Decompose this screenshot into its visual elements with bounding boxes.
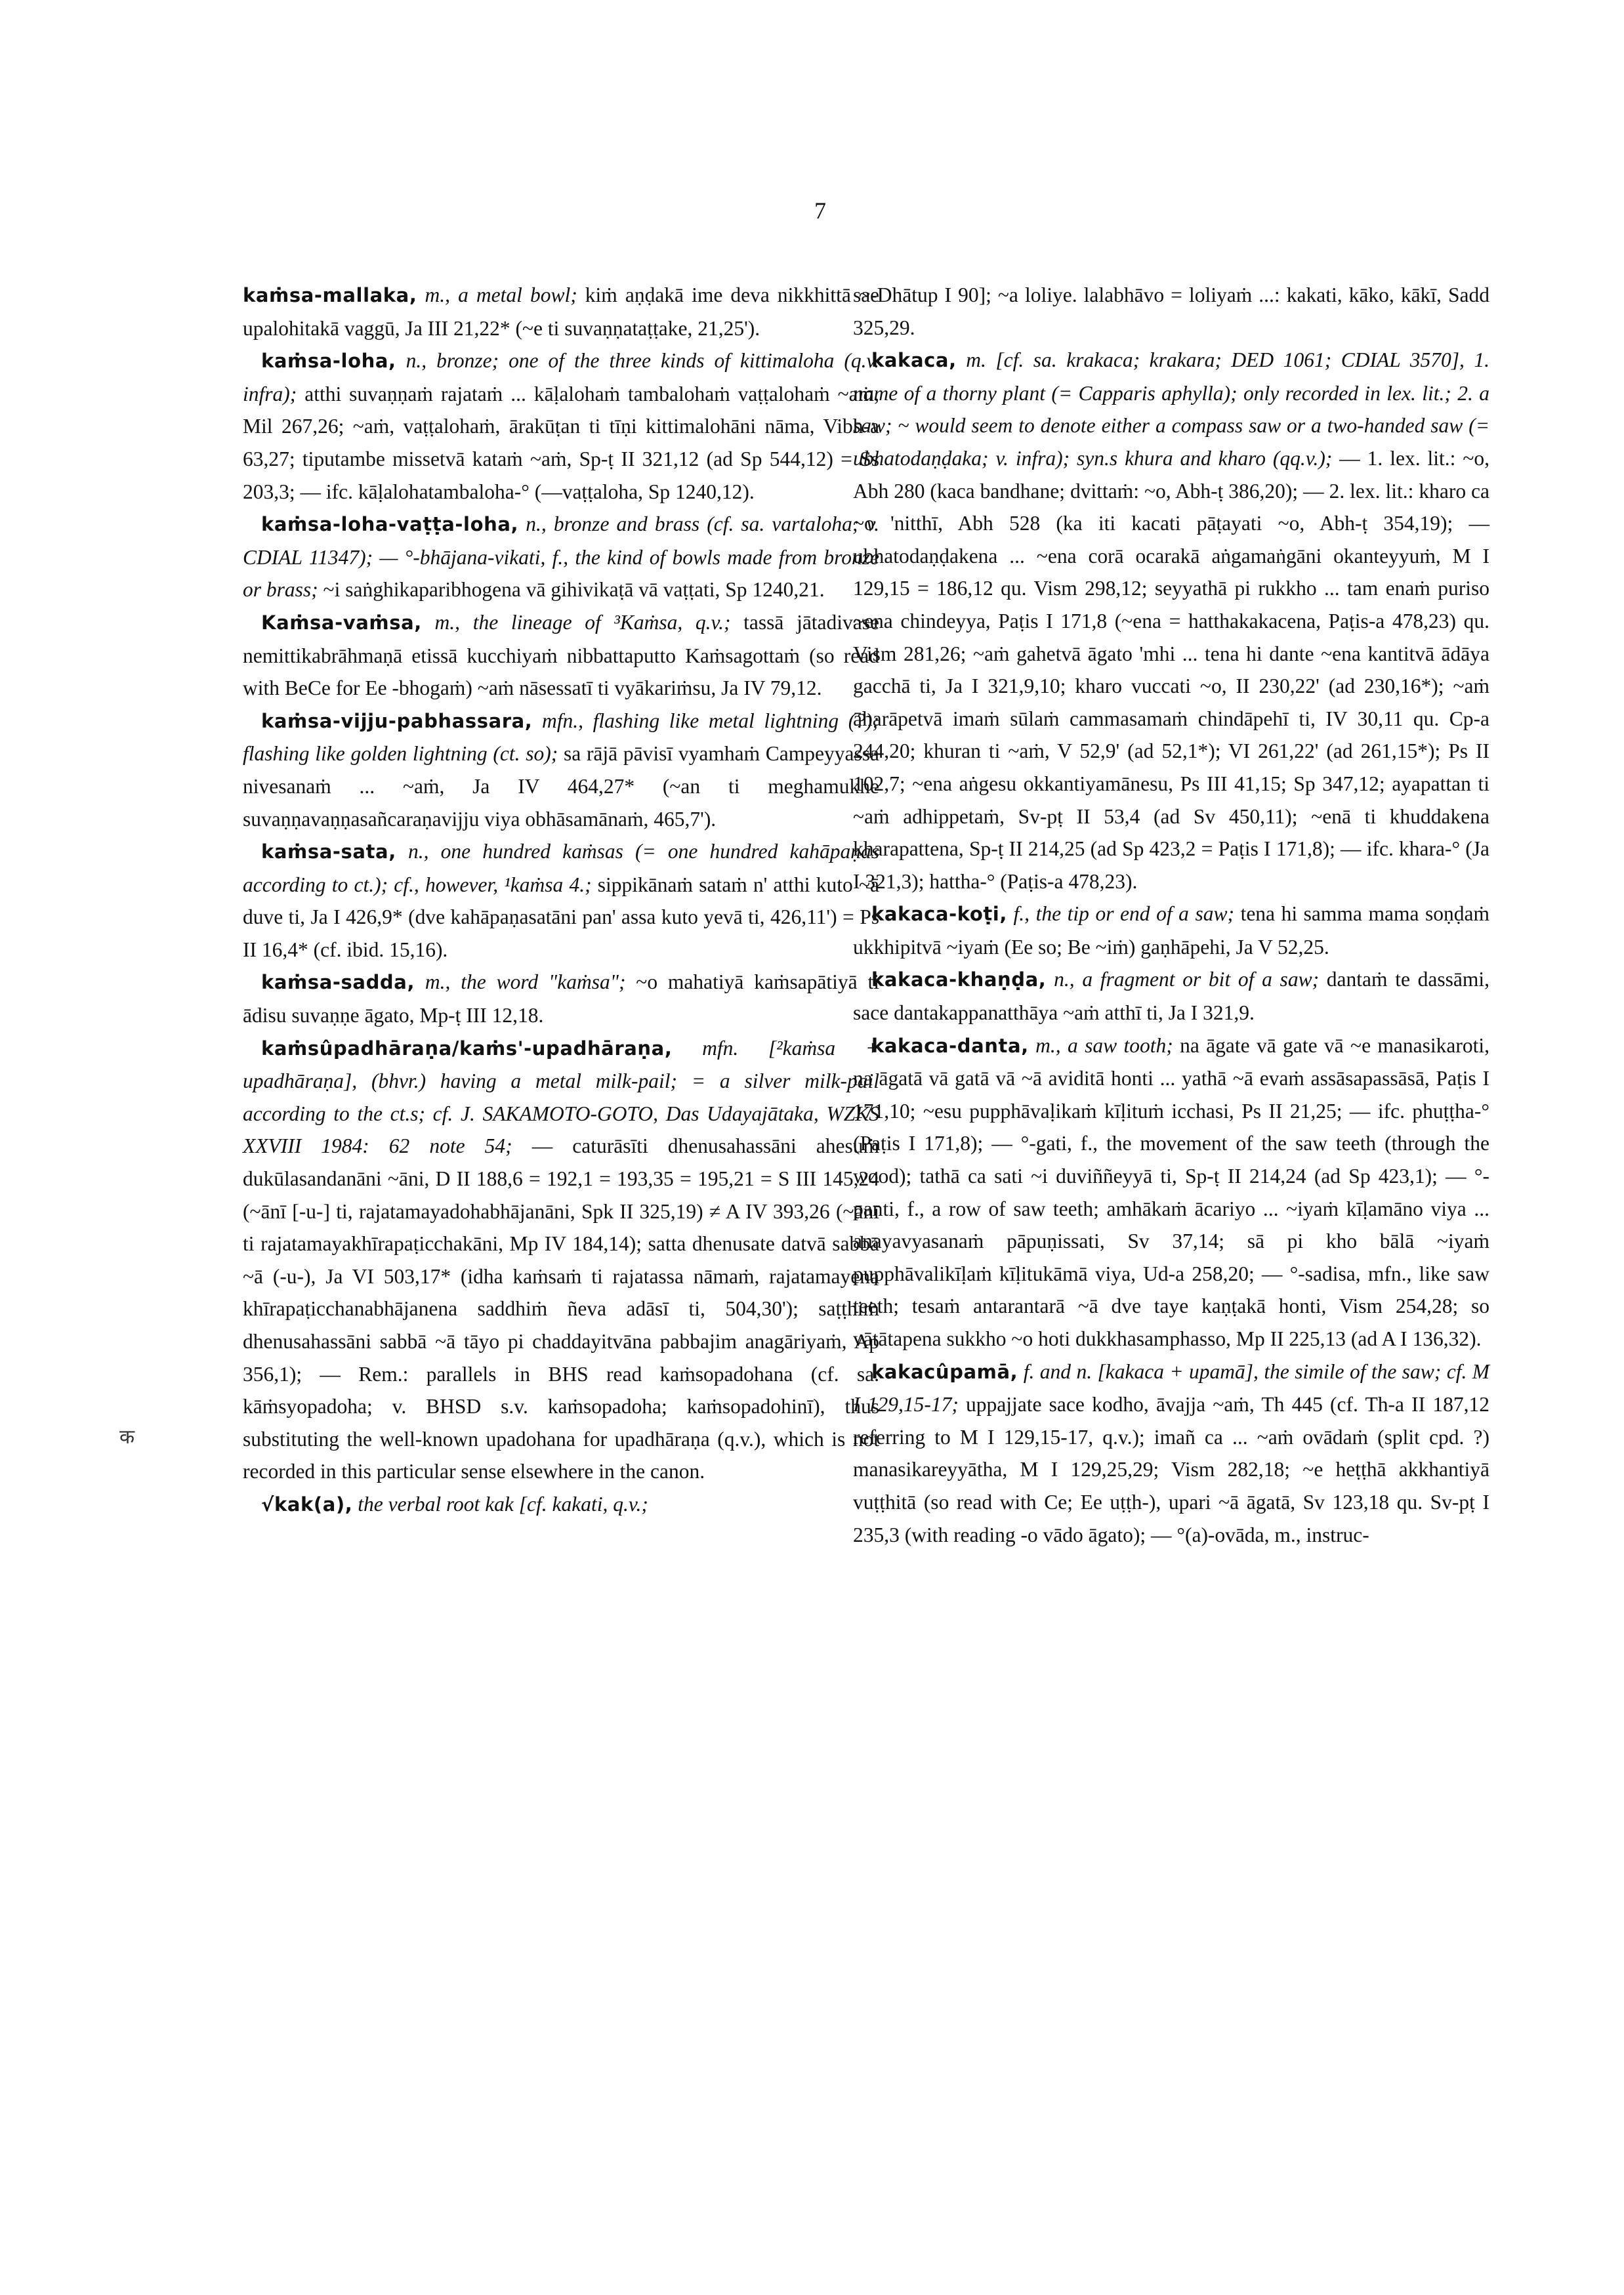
entry-body: sippikānaṁ sataṁ n' atthi kuto ~ā duve ti, Ja I 426,9* (dve kahāpaṇasatāni pan' assa kuto yevā ti, 426,11') = Ps II 16,4* (cf. ibid. 15,16). bbox=[243, 873, 879, 961]
entry-gloss: m., a saw tooth; bbox=[1028, 1033, 1173, 1057]
entry-headword: Kaṁsa-vaṁsa, bbox=[261, 611, 422, 634]
entry-body: tassā jātadivase nemittikabrāhmaṇā etissā kucchiyaṁ nibbattaputto Kaṁsagottaṁ (so read with BeCe for Ee -bhogaṁ) ~aṁ nāsessatī ti vyākariṁsu, Ja IV 79,12. bbox=[243, 610, 880, 700]
dictionary-entry bbox=[243, 1488, 879, 1521]
dictionary-entry bbox=[243, 835, 879, 966]
entry-headword: √kak(a), bbox=[261, 1493, 353, 1516]
dictionary-entry bbox=[853, 1355, 1489, 1552]
entry-gloss: the verbal root kak [cf. kakati, q.v.; bbox=[352, 1492, 648, 1516]
entry-gloss: m., the word "kaṁsa"; bbox=[415, 970, 626, 994]
entry-gloss: m., a metal bowl; bbox=[417, 283, 577, 306]
entry-headword: kaṁsa-sata, bbox=[261, 840, 396, 863]
dictionary-entry bbox=[243, 606, 879, 705]
entry-gloss: n., bronze and brass (cf. sa. vartaloha; v. CDIAL 11347); — °-bhājana-vikati, f., the kind of bowls made from bronze or brass; bbox=[243, 512, 879, 602]
dictionary-entry bbox=[853, 963, 1489, 1029]
left-column bbox=[243, 279, 879, 1521]
dictionary-entry bbox=[853, 1029, 1489, 1355]
entry-body: ~o mahatiyā kaṁsapātiyā ti ādisu suvaṇṇe āgato, Mp-ṭ III 12,18. bbox=[243, 970, 879, 1027]
entry-body: ~i saṅghikaparibhogena vā gihivikaṭā vā vaṭṭati, Sp 1240,21. bbox=[318, 578, 825, 602]
entry-body: dantaṁ te dassāmi, sace dantakappanatthāya ~aṁ atthī ti, Ja I 321,9. bbox=[853, 968, 1490, 1025]
entry-body: atthi suvaṇṇaṁ rajataṁ ... kāḷalohaṁ tambalohaṁ vaṭṭalohaṁ ~aṁ, Mil 267,26; ~aṁ, vaṭṭalohaṁ, ārakūṭan ti tīṇi kittimalohāni nāma, Vibh-a 63,27; tiputambe missetvā kataṁ ~aṁ, Sp-ṭ II 321,12 (ad Sp 544,12) = Ss 203,3; — ifc. kāḷalohatambaloha-° (—vaṭṭaloha, Sp 1240,12). bbox=[243, 382, 879, 503]
margin-annotation: क bbox=[119, 1426, 135, 1448]
entry-gloss: n., one hundred kaṁsas (= one hundred kahāpaṇas according to ct.); cf., however, ¹kaṁsa 4.; bbox=[243, 840, 879, 896]
dictionary-entry bbox=[243, 1032, 879, 1488]
entry-headword: kakaca-khaṇḍa, bbox=[871, 968, 1047, 991]
entry-headword: kaṁsa-sadda, bbox=[261, 971, 415, 994]
entry-gloss: mfn. [²kaṁsa + upadhāraṇa], (bhvr.) having a metal milk-pail; = a silver milk-pail according to the ct.s; cf. J. SAKAMOTO-GOTO, Das Udayajātaka, WZKS XXVIII 1984: 62 note 54; bbox=[243, 1036, 879, 1158]
dictionary-entry bbox=[243, 344, 879, 508]
entry-body: uppajjate sace kodho, āvajja ~aṁ, Th 445 (cf. Th-a II 187,12 referring to M I 129,15-17, q.v.); imañ ca ... ~aṁ ovādaṁ (split cpd. ?) manasikareyyātha, M I 129,25,29; Vism 282,18; ~e heṭṭhā akkhantiyā vuṭṭhitā (so read with Ce; Ee uṭṭh-), upari ~ā āgatā, Sv 123,18 qu. Sv-pṭ I 235,3 (with reading -o vādo āgato); — °(a)-ovāda, m., instruc- bbox=[853, 1393, 1489, 1546]
entry-body: kiṁ aṇḍakā ime deva nikkhittā ~e upalohitakā vaggū, Ja III 21,22* (~e ti suvaṇṇataṭṭake, 21,25'). bbox=[243, 283, 880, 340]
entry-gloss: m. [cf. sa. krakaca; krakara; DED 1061; CDIAL 3570], 1. name of a thorny plant (= Capparis aphylla); only recorded in lex. lit.; 2. a saw; ~ would seem to denote either a compass saw or a two-handed saw (= ubhatodaṇḍaka; v. infra); syn.s khura and kharo (qq.v.); bbox=[853, 348, 1489, 470]
entry-body: na āgate vā gate vā ~e manasikaroti, na āgatā vā gatā vā ~ā aviditā honti ... yathā ~ā evaṁ assāsapassāsā, Paṭis I 171,10; ~esu pupphāvaḷikaṁ kīḷituṁ icchasi, Ps II 21,25; — ifc. phuṭṭha-° (Paṭis I 171,8); — °-gati, f., the movement of the saw teeth (through the wood); tathā ca sati ~i duviññeyyā ti, Sp-ṭ II 214,24 (ad Sp 423,1); — °-panti, f., a row of saw teeth; amhākaṁ ācariyo ... ~iyaṁ kīḷamāno viya ... anayavyasanaṁ pāpuṇissati, Sv 37,14; sā pi kho bālā ~iyaṁ pupphāvalikīḷaṁ kīḷitukāmā viya, Ud-a 258,20; — °-sadisa, mfn., like saw teeth; tesaṁ antarantarā ~ā dve taye kaṇṭakā honti, Vism 254,28; so vātātapena sukkho ~o hoti dukkhasamphasso, Mp II 225,13 (ad A I 136,32). bbox=[853, 1033, 1489, 1350]
entry-body: — caturāsīti dhenusahassāni ahesuṁ dukūlasandanāni ~āni, D II 188,6 = 192,1 = 193,35 = 195,21 = S III 145,24 (~ānī [-u-] ti, rajatamayadohabhājanāni, Spk II 325,19) ≠ A IV 393,26 (~ānī ti rajatamayakhīrapaṭicchakāni, Mp IV 184,14); satta dhenusate datvā sabbā ~ā (-u-), Ja VI 503,17* (idha kaṁsaṁ ti rajatassa nāmaṁ, rajatamayena khīrapaṭicchanabhājanena saddhiṁ ñeva adāsī ti, 504,30'); saṭṭhiṁ dhenusahassāni sabbā ~ā tāyo pi chaddayitvāna pabbajim anagāriyaṁ, Ap 356,1); — Rem.: parallels in BHS read kaṁsopadohana (cf. sa. kāṁsyopadoha; v. BHSD s.v. kaṁsopadoha; kaṁsopadohinī), thus substituting the well-known upadohana for upadhāraṇa (q.v.), which is not recorded in this particular sense elsewhere in the canon. bbox=[243, 1134, 879, 1483]
entry-body: tena hi samma mama soṇḍaṁ ukkhipitvā ~iyaṁ (Ee so; Be ~iṁ) gaṇhāpehi, Ja V 52,25. bbox=[853, 902, 1489, 959]
entry-headword: kakaca-koṭi, bbox=[871, 903, 1007, 926]
entry-gloss: mfn., flashing like metal lightning (?); flashing like golden lightning (ct. so); bbox=[243, 709, 879, 766]
right-column bbox=[853, 279, 1489, 1551]
entry-gloss: n., a fragment or bit of a saw; bbox=[1046, 968, 1320, 991]
entry-headword: kakaca-danta, bbox=[871, 1034, 1029, 1057]
entry-body: — 1. lex. lit.: ~o, Abh 280 (kaca bandhane; dvittaṁ: ~o, Abh-ṭ 386,20); — 2. lex. lit.: kharo ca ~o 'nitthī, Abh 528 (ka iti kacati pāṭayati ~o, Abh-ṭ 354,19); — ubhatodaṇḍakena ... ~ena corā ocarakā aṅgamaṅgāni okanteyyuṁ, M I 129,15 = 186,12 qu. Vism 298,12; seyyathā pi rukkho ... tam enaṁ puriso ~ena chindeyya, Paṭis I 171,8 (~ena = hatthakakacena, Paṭis-a 478,23) qu. Vism 281,26; ~aṁ gahetvā āgato 'mhi ... tena hi dante ~ena kantitvā ādāya gacchā ti, Ja I 321,9,10; kharo vuccati ~o, II 230,22' (ad 230,16*); ~aṁ āharāpetvā imaṁ sūlaṁ cammasamaṁ chindāpehī ti, IV 30,11 qu. Cp-a 244,20; khuran ti ~aṁ, V 52,9' (ad 52,1*); VI 261,22' (ad 261,15*); Ps II 102,7; ~ena aṅgesu okkantiyamānesu, Ps III 41,15; Sp 347,12; ayapattan ti ~aṁ adhippetaṁ, Sv-pṭ II 53,4 (ad Sv 450,11); ~enā ti khuddakena kharapattena, Sp-ṭ II 214,25 (ad Sp 423,2 = Paṭis I 171,8); — ifc. khara-° (Ja I 321,3); hattha-° (Paṭis-a 478,23). bbox=[853, 446, 1489, 893]
entry-headword: kaṁsa-mallaka, bbox=[243, 284, 417, 306]
dictionary-entry bbox=[243, 705, 879, 835]
entry-body: sa-Dhātup I 90]; ~a loliye. lalabhāvo = loliyaṁ ...: kakati, kāko, kākī, Sadd 325,29. bbox=[853, 283, 1489, 339]
dictionary-entry bbox=[243, 279, 879, 344]
dictionary-entry bbox=[853, 344, 1489, 898]
entry-headword: kakacûpamā, bbox=[871, 1360, 1018, 1383]
entry-headword: kaṁsa-loha-vaṭṭa-loha, bbox=[261, 513, 519, 536]
entry-headword: kaṁsa-vijju-pabhassara, bbox=[261, 709, 533, 732]
dictionary-entry bbox=[853, 279, 1489, 344]
dictionary-entry bbox=[243, 508, 879, 606]
entry-gloss: f., the tip or end of a saw; bbox=[1007, 902, 1234, 926]
entry-body: sa rājā pāvisī vyamhaṁ Campeyyassa nivesanaṁ ... ~aṁ, Ja IV 464,27* (~an ti meghamukhe suvaṇṇavaṇṇasañcaraṇavijju viya obhāsamānaṁ, 465,7'). bbox=[243, 742, 880, 831]
entry-gloss: m., the lineage of ³Kaṁsa, q.v.; bbox=[421, 610, 731, 634]
entry-headword: kaṁsûpadhāraṇa/kaṁs'-upadhāraṇa, bbox=[261, 1037, 673, 1060]
dictionary-entry bbox=[853, 898, 1489, 963]
dictionary-entry bbox=[243, 966, 879, 1031]
page-number: 7 bbox=[814, 197, 826, 224]
entry-gloss: f. and n. [kakaca + upamā], the simile of the saw; cf. M I 129,15-17; bbox=[853, 1359, 1489, 1416]
entry-headword: kaṁsa-loha, bbox=[261, 350, 396, 373]
entry-gloss: n., bronze; one of the three kinds of kittimaloha (q.v. infra); bbox=[243, 349, 879, 405]
entry-headword: kakaca, bbox=[871, 349, 957, 372]
